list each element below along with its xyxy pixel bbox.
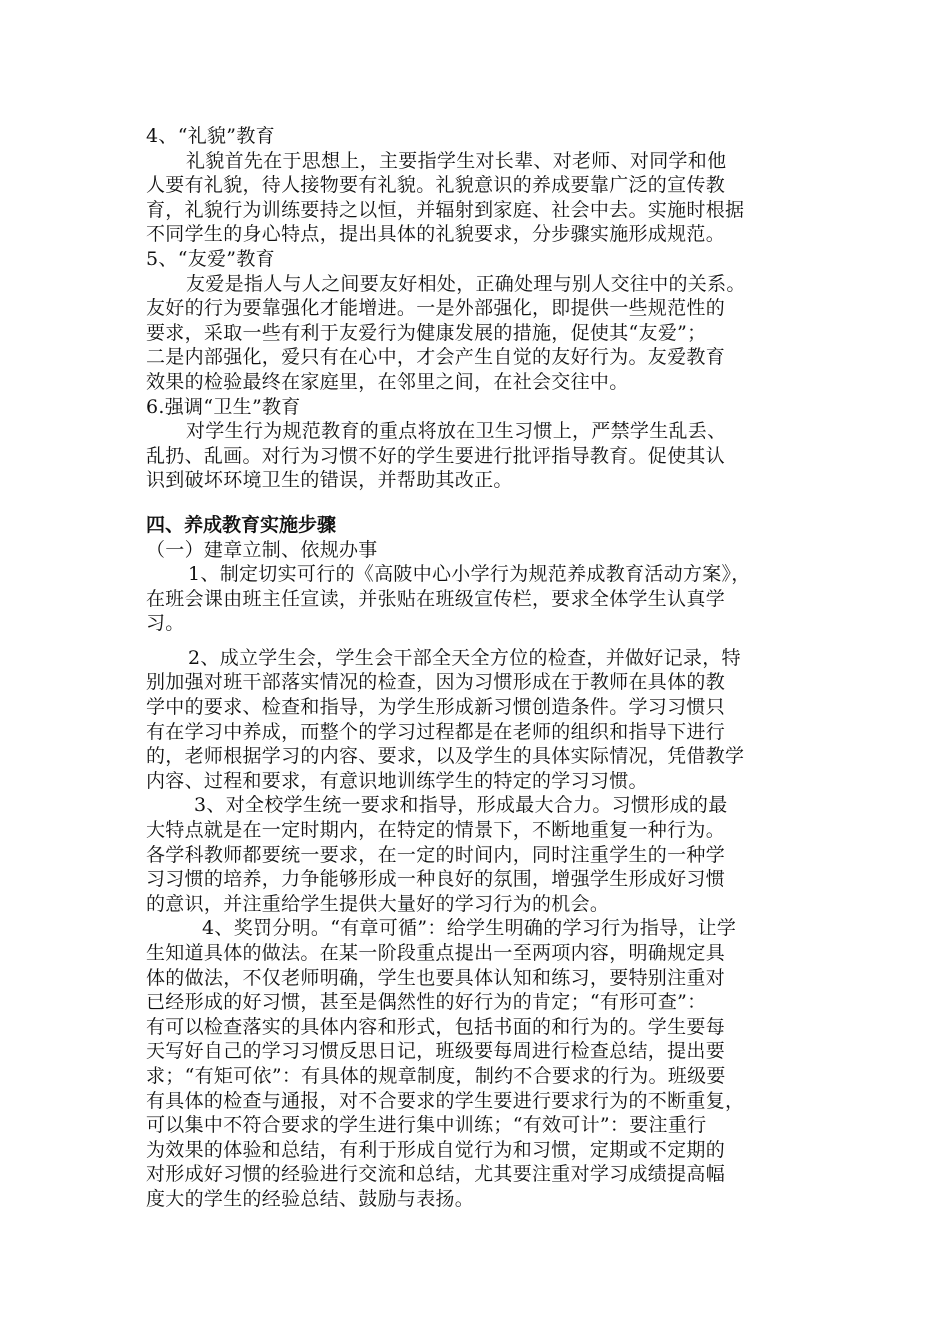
item-1-line-1: 1、制定切实可行的《高陂中心小学行为规范养成教育活动方案》，: [188, 563, 751, 586]
item-4-line-12: 度大的学生的经验总结、鼓励与表扬。: [146, 1187, 475, 1210]
item-2-line-4: 有在学习中养成，而整个的学习过程都是在老师的组织和指导下进行: [146, 720, 726, 743]
item-4-line-1: 4、奖罚分明。“有章可循”：给学生明确的学习行为指导，让学: [202, 917, 737, 940]
item-4-line-8: 有具体的检查与通报，对不合要求的学生要进行要求行为的不断重复，: [146, 1089, 745, 1112]
item-4-line-2: 生知道具体的做法。在某一阶段重点提出一至两项内容，明确规定具: [146, 942, 726, 964]
section-gap: [146, 493, 822, 503]
section-4-line-4: 不同学生的身心特点，提出具体的礼貌要求，分步骤实施形成规范。: [146, 223, 726, 246]
section-5-line-3: 要求，采取一些有利于友爱行为健康发展的措施，促使其“友爱”；: [146, 321, 707, 344]
item-4-line-4: 已经形成的好习惯，甚至是偶然性的好行为的肯定；“有形可查”：: [146, 991, 707, 1014]
section-6-line-1: 对学生行为规范教育的重点将放在卫生习惯上，严禁学生乱丢、: [186, 420, 727, 443]
item-2-line-3: 学中的要求、检查和指导，为学生形成新习惯创造条件。学习习惯只: [146, 696, 726, 719]
item-3-line-1: 3、对全校学生统一要求和指导，形成最大合力。习惯形成的最: [194, 794, 728, 817]
section-gap-2: [146, 503, 822, 513]
item-4-line-9: 可以集中不符合要求的学生进行集中训练；“有效可计”：要注重行: [146, 1114, 707, 1137]
item-3-line-5: 的意识，并注重给学生提供大量好的学习行为的机会。: [146, 892, 610, 915]
item-3-line-2: 大特点就是在一定时期内，在特定的情景下，不断地重复一种行为。: [146, 819, 726, 842]
item-2-line-2: 别加强对班干部落实情况的检查，因为习惯形成在于教师在具体的教: [146, 671, 726, 694]
section-6-line-2: 乱扔、乱画。对行为习惯不好的学生要进行批评指导教育。促使其认: [146, 444, 726, 467]
item-1-line-3: 习。: [146, 612, 185, 635]
section-5-heading: 5、“友爱”教育: [146, 247, 275, 270]
part-4-title: 四、养成教育实施步骤: [146, 513, 337, 536]
section-5-line-5: 效果的检验最终在家庭里，在邻里之间，在社会交往中。: [146, 370, 629, 393]
item-4-line-11: 对形成好习惯的经验进行交流和总结，尤其要注重对学习成绩提高幅: [146, 1163, 726, 1186]
item-4-line-7: 求；“有矩可依”：有具体的规章制度，制约不合要求的行为。班级要: [146, 1064, 726, 1087]
item-4-line-3: 体的做法，不仅老师明确，学生也要具体认知和练习，要特别注重对: [146, 966, 726, 989]
section-5-line-1: 友爱是指人与人之间要友好相处，正确处理与别人交往中的关系。: [186, 272, 746, 295]
item-3-line-4: 习习惯的培养，力争能够形成一种良好的氛围，增强学生形成好习惯: [146, 868, 726, 891]
item-4-line-6: 天写好自己的学习习惯反思日记，班级要每周进行检查总结，提出要: [146, 1040, 726, 1063]
part-4-sub-heading: （一）建章立制、依规办事: [146, 538, 378, 561]
section-4-heading: 4、“礼貌”教育: [146, 125, 275, 147]
item-1-line-2: 在班会课由班主任宣读，并张贴在班级宣传栏，要求全体学生认真学: [146, 587, 726, 610]
item-2-line-1: 2、成立学生会，学生会干部全天全方位的检查，并做好记录，特: [188, 646, 741, 669]
item-gap-1: [146, 636, 822, 646]
item-4-line-5: 有可以检查落实的具体内容和形式，包括书面的和行为的。学生要每: [146, 1015, 726, 1038]
section-4-line-1: 礼貌首先在于思想上，主要指学生对长辈、对老师、对同学和他: [186, 149, 727, 172]
section-6-line-3: 识到破坏环境卫生的错误，并帮助其改正。: [146, 469, 513, 492]
item-3-line-3: 各学科教师都要统一要求，在一定的时间内，同时注重学生的一种学: [146, 843, 726, 866]
item-2-line-5: 的，老师根据学习的内容、要求，以及学生的具体实际情况，凭借教学: [146, 745, 745, 768]
section-5-line-2: 友好的行为要靠强化才能增进。一是外部强化，即提供一些规范性的: [146, 297, 726, 320]
section-4-line-2: 人要有礼貌，待人接物要有礼貌。礼貌意识的养成要靠广泛的宣传教: [146, 174, 726, 197]
document-page: [146, 124, 822, 1212]
item-2-line-6: 内容、过程和要求，有意识地训练学生的特定的学习习惯。: [146, 769, 648, 792]
section-6-heading: 6.强调“卫生”教育: [146, 395, 301, 418]
item-4-line-10: 为效果的体验和总结，有利于形成自觉行为和习惯，定期或不定期的: [146, 1138, 726, 1161]
section-4-line-3: 育，礼貌行为训练要持之以恒，并辐射到家庭、社会中去。实施时根据: [146, 198, 745, 221]
section-5-line-4: 二是内部强化，爱只有在心中，才会产生自觉的友好行为。友爱教育: [146, 346, 726, 369]
